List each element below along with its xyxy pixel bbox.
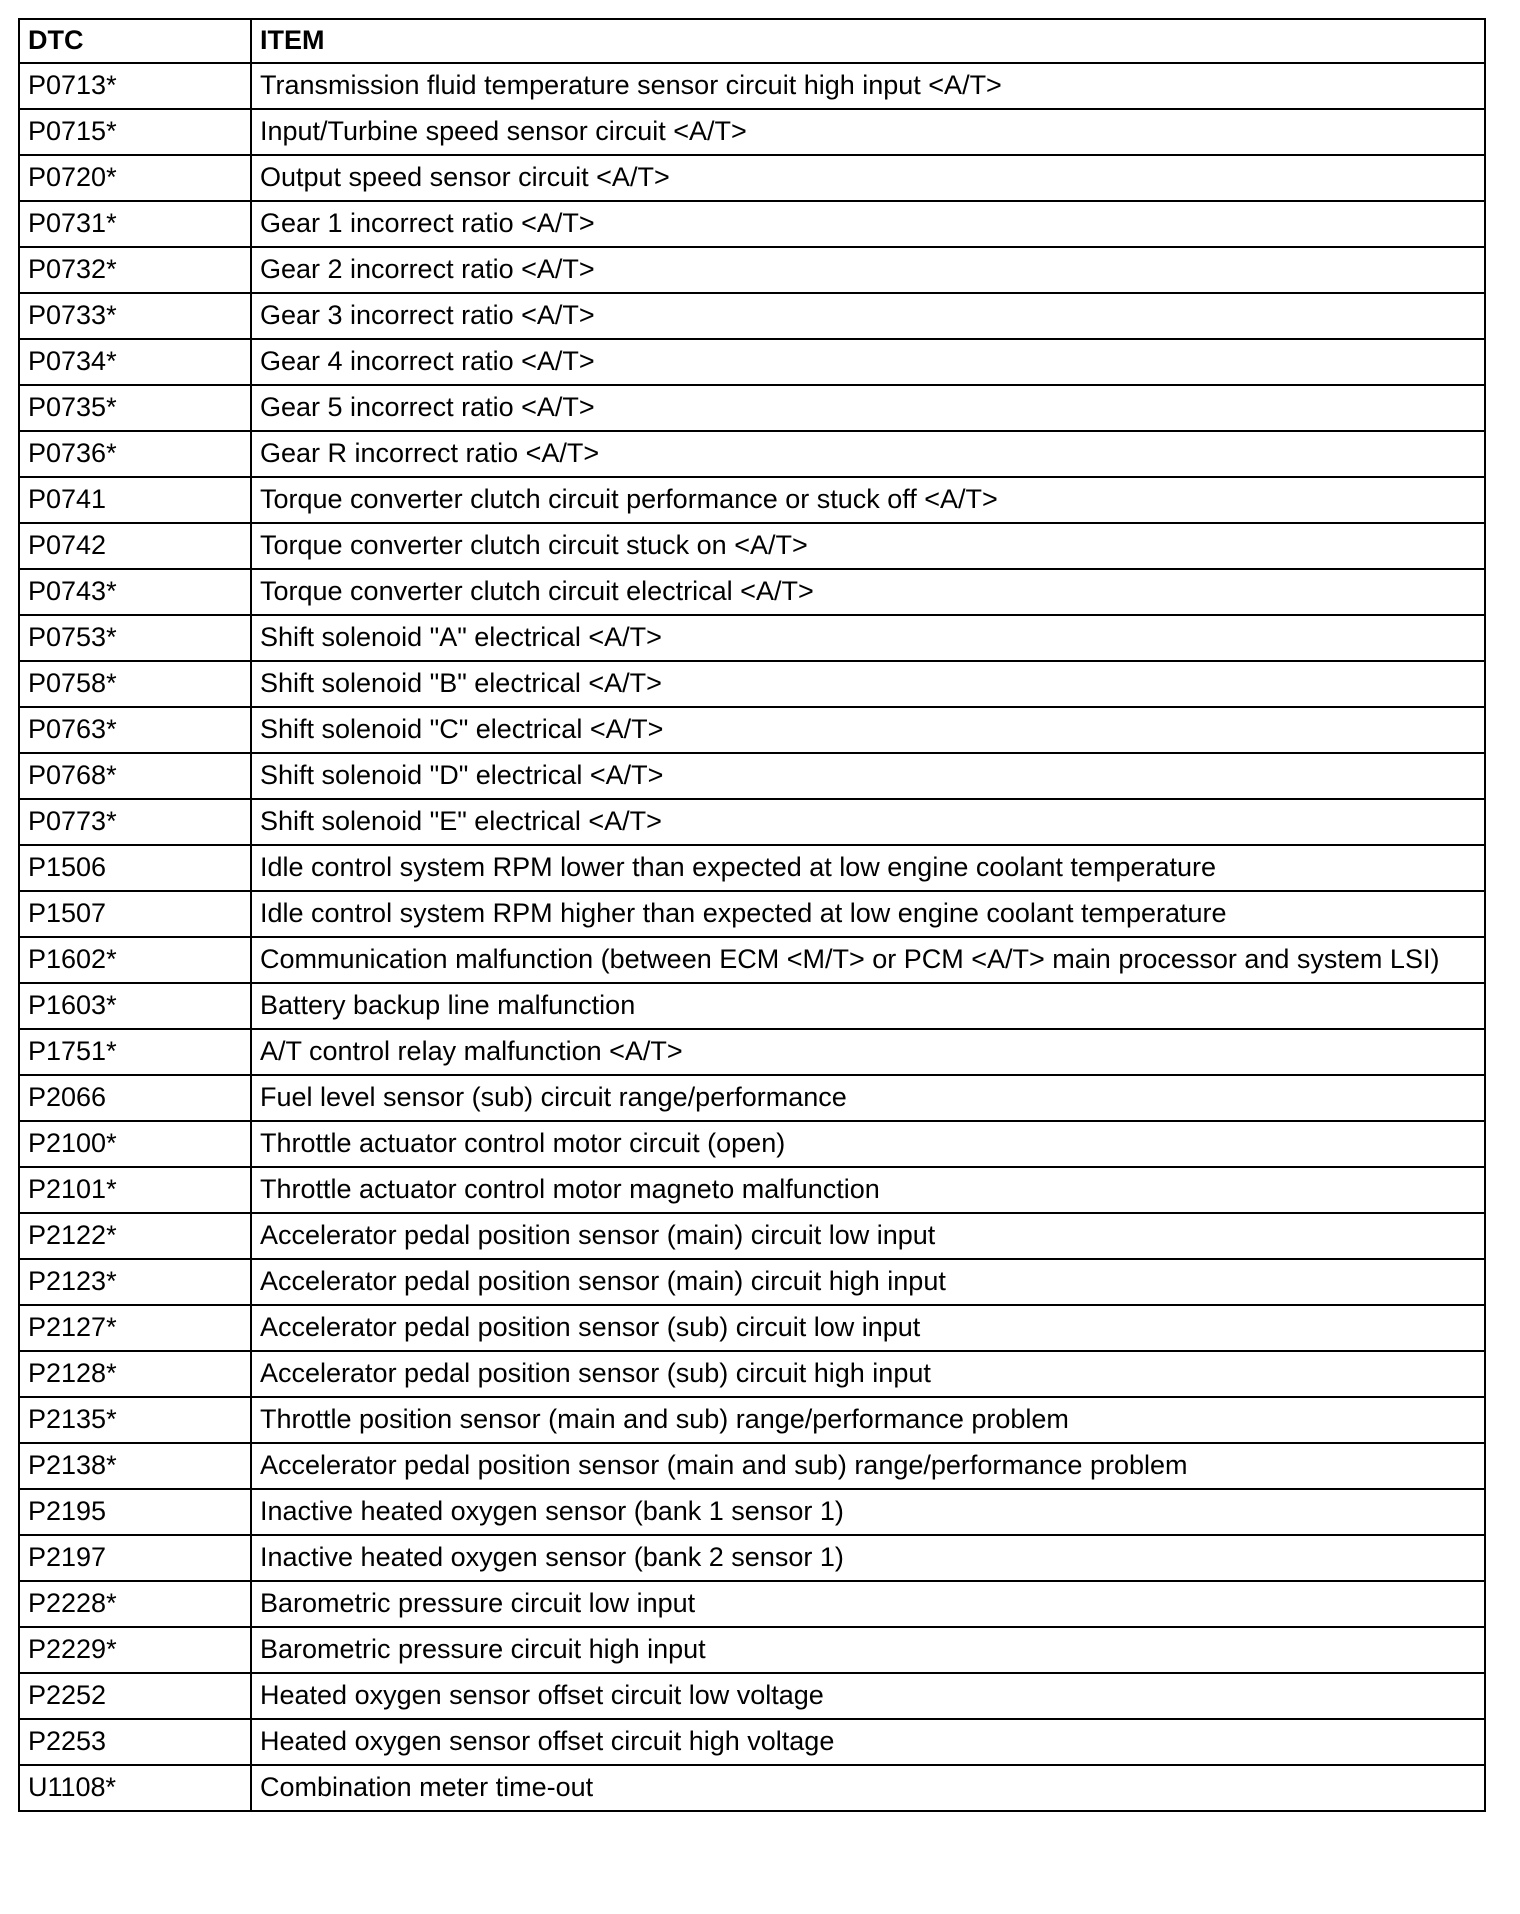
dtc-code-cell: P2195	[19, 1489, 251, 1535]
dtc-item-cell: Gear 4 incorrect ratio <A/T>	[251, 339, 1485, 385]
table-row	[19, 1167, 1485, 1213]
dtc-item-cell: Heated oxygen sensor offset circuit low voltage	[251, 1673, 1485, 1719]
dtc-code-cell: P2135*	[19, 1397, 251, 1443]
dtc-code-cell: P2128*	[19, 1351, 251, 1397]
dtc-table	[18, 18, 1486, 1812]
table-row	[19, 1121, 1485, 1167]
dtc-item-cell: Shift solenoid "A" electrical <A/T>	[251, 615, 1485, 661]
table-row	[19, 937, 1485, 983]
dtc-item-cell: Accelerator pedal position sensor (main) circuit high input	[251, 1259, 1485, 1305]
dtc-code-cell: P0768*	[19, 753, 251, 799]
dtc-item-cell: Inactive heated oxygen sensor (bank 1 sensor 1)	[251, 1489, 1485, 1535]
table-row	[19, 63, 1485, 109]
dtc-code-cell: P0763*	[19, 707, 251, 753]
table-row	[19, 1305, 1485, 1351]
dtc-code-cell: P2122*	[19, 1213, 251, 1259]
dtc-item-cell: Torque converter clutch circuit stuck on <A/T>	[251, 523, 1485, 569]
dtc-item-cell: Accelerator pedal position sensor (sub) circuit low input	[251, 1305, 1485, 1351]
dtc-code-cell: P2100*	[19, 1121, 251, 1167]
dtc-code-cell: P2138*	[19, 1443, 251, 1489]
table-row	[19, 1535, 1485, 1581]
dtc-code-cell: P1602*	[19, 937, 251, 983]
dtc-item-cell: Throttle position sensor (main and sub) range/performance problem	[251, 1397, 1485, 1443]
header-dtc: DTC	[19, 19, 251, 63]
table-row	[19, 1213, 1485, 1259]
dtc-item-cell: Input/Turbine speed sensor circuit <A/T>	[251, 109, 1485, 155]
table-row	[19, 339, 1485, 385]
table-row	[19, 1581, 1485, 1627]
dtc-item-cell: Barometric pressure circuit low input	[251, 1581, 1485, 1627]
table-row	[19, 891, 1485, 937]
table-row	[19, 661, 1485, 707]
table-header-row	[19, 19, 1485, 63]
table-row	[19, 1029, 1485, 1075]
dtc-item-cell: A/T control relay malfunction <A/T>	[251, 1029, 1485, 1075]
dtc-code-cell: P0758*	[19, 661, 251, 707]
table-row	[19, 247, 1485, 293]
dtc-item-cell: Shift solenoid "B" electrical <A/T>	[251, 661, 1485, 707]
dtc-item-cell: Throttle actuator control motor magneto malfunction	[251, 1167, 1485, 1213]
table-row	[19, 431, 1485, 477]
table-row	[19, 569, 1485, 615]
table-row	[19, 155, 1485, 201]
table-row	[19, 1075, 1485, 1121]
table-row	[19, 707, 1485, 753]
dtc-item-cell: Output speed sensor circuit <A/T>	[251, 155, 1485, 201]
dtc-code-cell: P0713*	[19, 63, 251, 109]
dtc-code-cell: P1603*	[19, 983, 251, 1029]
dtc-code-cell: P2123*	[19, 1259, 251, 1305]
dtc-item-cell: Gear 2 incorrect ratio <A/T>	[251, 247, 1485, 293]
dtc-code-cell: P0720*	[19, 155, 251, 201]
dtc-item-cell: Gear R incorrect ratio <A/T>	[251, 431, 1485, 477]
dtc-code-cell: P2253	[19, 1719, 251, 1765]
dtc-item-cell: Battery backup line malfunction	[251, 983, 1485, 1029]
dtc-code-cell: P0753*	[19, 615, 251, 661]
dtc-item-cell: Heated oxygen sensor offset circuit high voltage	[251, 1719, 1485, 1765]
table-row	[19, 293, 1485, 339]
dtc-item-cell: Inactive heated oxygen sensor (bank 2 sensor 1)	[251, 1535, 1485, 1581]
dtc-code-cell: P2101*	[19, 1167, 251, 1213]
dtc-item-cell: Idle control system RPM lower than expected at low engine coolant temperature	[251, 845, 1485, 891]
table-row	[19, 753, 1485, 799]
table-row	[19, 1765, 1485, 1811]
table-row	[19, 845, 1485, 891]
dtc-code-cell: P2127*	[19, 1305, 251, 1351]
table-row	[19, 615, 1485, 661]
dtc-code-cell: P0743*	[19, 569, 251, 615]
table-row	[19, 385, 1485, 431]
dtc-item-cell: Combination meter time-out	[251, 1765, 1485, 1811]
dtc-item-cell: Transmission fluid temperature sensor circuit high input <A/T>	[251, 63, 1485, 109]
dtc-code-cell: P2229*	[19, 1627, 251, 1673]
dtc-code-cell: P0736*	[19, 431, 251, 477]
dtc-item-cell: Communication malfunction (between ECM <M/T> or PCM <A/T> main processor and system LSI)	[251, 937, 1485, 983]
dtc-code-cell: P1751*	[19, 1029, 251, 1075]
table-row	[19, 523, 1485, 569]
table-row	[19, 109, 1485, 155]
table-row	[19, 1397, 1485, 1443]
dtc-item-cell: Idle control system RPM higher than expected at low engine coolant temperature	[251, 891, 1485, 937]
dtc-item-cell: Gear 5 incorrect ratio <A/T>	[251, 385, 1485, 431]
table-row	[19, 1719, 1485, 1765]
dtc-code-cell: P0733*	[19, 293, 251, 339]
table-row	[19, 1259, 1485, 1305]
dtc-code-cell: P2228*	[19, 1581, 251, 1627]
dtc-code-cell: P0734*	[19, 339, 251, 385]
dtc-item-cell: Gear 1 incorrect ratio <A/T>	[251, 201, 1485, 247]
dtc-code-cell: P1507	[19, 891, 251, 937]
dtc-code-cell: P2252	[19, 1673, 251, 1719]
table-row	[19, 1351, 1485, 1397]
dtc-item-cell: Shift solenoid "E" electrical <A/T>	[251, 799, 1485, 845]
dtc-code-cell: P1506	[19, 845, 251, 891]
table-body	[19, 63, 1485, 1811]
dtc-item-cell: Torque converter clutch circuit electrical <A/T>	[251, 569, 1485, 615]
table-row	[19, 1627, 1485, 1673]
table-row	[19, 1489, 1485, 1535]
dtc-item-cell: Shift solenoid "D" electrical <A/T>	[251, 753, 1485, 799]
header-item: ITEM	[251, 19, 1485, 63]
dtc-code-cell: P0732*	[19, 247, 251, 293]
table-row	[19, 983, 1485, 1029]
table-row	[19, 477, 1485, 523]
dtc-item-cell: Gear 3 incorrect ratio <A/T>	[251, 293, 1485, 339]
dtc-item-cell: Throttle actuator control motor circuit (open)	[251, 1121, 1485, 1167]
dtc-code-cell: P2197	[19, 1535, 251, 1581]
dtc-item-cell: Shift solenoid "C" electrical <A/T>	[251, 707, 1485, 753]
dtc-item-cell: Accelerator pedal position sensor (main and sub) range/performance problem	[251, 1443, 1485, 1489]
dtc-code-cell: P2066	[19, 1075, 251, 1121]
dtc-code-cell: P0741	[19, 477, 251, 523]
dtc-code-cell: U1108*	[19, 1765, 251, 1811]
table-row	[19, 1443, 1485, 1489]
dtc-item-cell: Accelerator pedal position sensor (main) circuit low input	[251, 1213, 1485, 1259]
dtc-item-cell: Barometric pressure circuit high input	[251, 1627, 1485, 1673]
table-row	[19, 799, 1485, 845]
dtc-item-cell: Torque converter clutch circuit performance or stuck off <A/T>	[251, 477, 1485, 523]
dtc-code-cell: P0731*	[19, 201, 251, 247]
dtc-code-cell: P0773*	[19, 799, 251, 845]
dtc-code-cell: P0715*	[19, 109, 251, 155]
dtc-item-cell: Fuel level sensor (sub) circuit range/performance	[251, 1075, 1485, 1121]
dtc-code-cell: P0735*	[19, 385, 251, 431]
table-row	[19, 201, 1485, 247]
dtc-code-cell: P0742	[19, 523, 251, 569]
table-row	[19, 1673, 1485, 1719]
dtc-item-cell: Accelerator pedal position sensor (sub) circuit high input	[251, 1351, 1485, 1397]
